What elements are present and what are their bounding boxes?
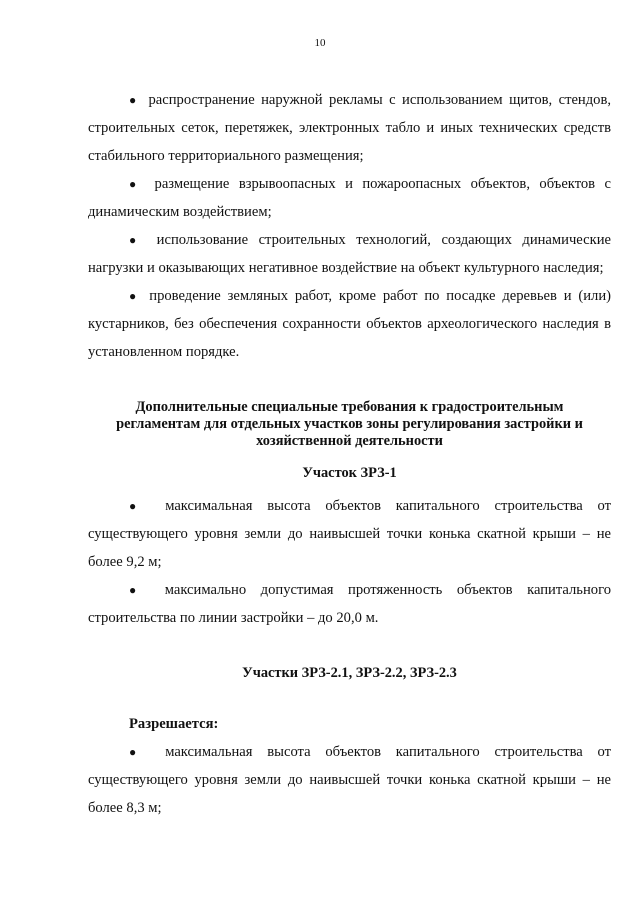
list-item-text: распространение наружной рекламы с использованием щитов, стендов, строительных сеток, перетяжек, электронных табло и иных технических средств стабильного территориального размещения; [88, 92, 611, 164]
zone-title: Участок ЗРЗ-1 [302, 465, 397, 481]
list-item [88, 226, 611, 282]
section-heading-line: регламентам для отдельных участков зоны регулирования застройки и [116, 416, 583, 432]
bullet-icon: ● [129, 289, 140, 303]
list-item [88, 282, 611, 366]
page-number: 10 [314, 37, 326, 49]
bullet-icon: ● [129, 233, 144, 247]
list-item [88, 86, 611, 170]
list-item [88, 576, 611, 632]
list-item-text: размещение взрывоопасных и пожароопасных объектов, объектов с динамическим воздействием; [88, 176, 611, 220]
list-item-text: максимально допустимая протяженность объектов капитального строительства по линии застройки – до 20,0 м. [88, 582, 611, 626]
bullet-icon: ● [129, 745, 148, 759]
bullet-icon: ● [129, 583, 148, 597]
page-content [88, 86, 611, 822]
list-item-text: максимальная высота объектов капитального строительства от существующего уровня земли до наивысшей точки конька скатной крыши – не более 8,3 м; [88, 744, 612, 816]
bullet-icon: ● [129, 177, 143, 191]
bullet-icon: ● [129, 499, 148, 513]
list-item-text: максимальная высота объектов капитального строительства от существующего уровня земли до наивысшей точки конька скатной крыши – не более 9,2 м; [88, 498, 612, 570]
list-item [88, 492, 611, 576]
allowed-label: Разрешается: [129, 716, 219, 732]
zone-title: Участки ЗРЗ-2.1, ЗРЗ-2.2, ЗРЗ-2.3 [242, 665, 457, 681]
list-item [88, 738, 611, 822]
list-item [88, 170, 611, 226]
section-heading-line: Дополнительные специальные требования к градостроительным [135, 399, 564, 415]
list-item-text: проведение земляных работ, кроме работ по посадке деревьев и (или) кустарников, без обеспечения сохранности объектов археологического наследия в установленном порядке. [88, 288, 612, 360]
section-heading-line: хозяйственной деятельности [256, 433, 443, 449]
list-item-text: использование строительных технологий, создающих динамические нагрузки и оказывающих негативное воздействие на объект культурного наследия; [88, 232, 611, 276]
bullet-icon: ● [129, 93, 140, 107]
section-heading [88, 399, 611, 450]
